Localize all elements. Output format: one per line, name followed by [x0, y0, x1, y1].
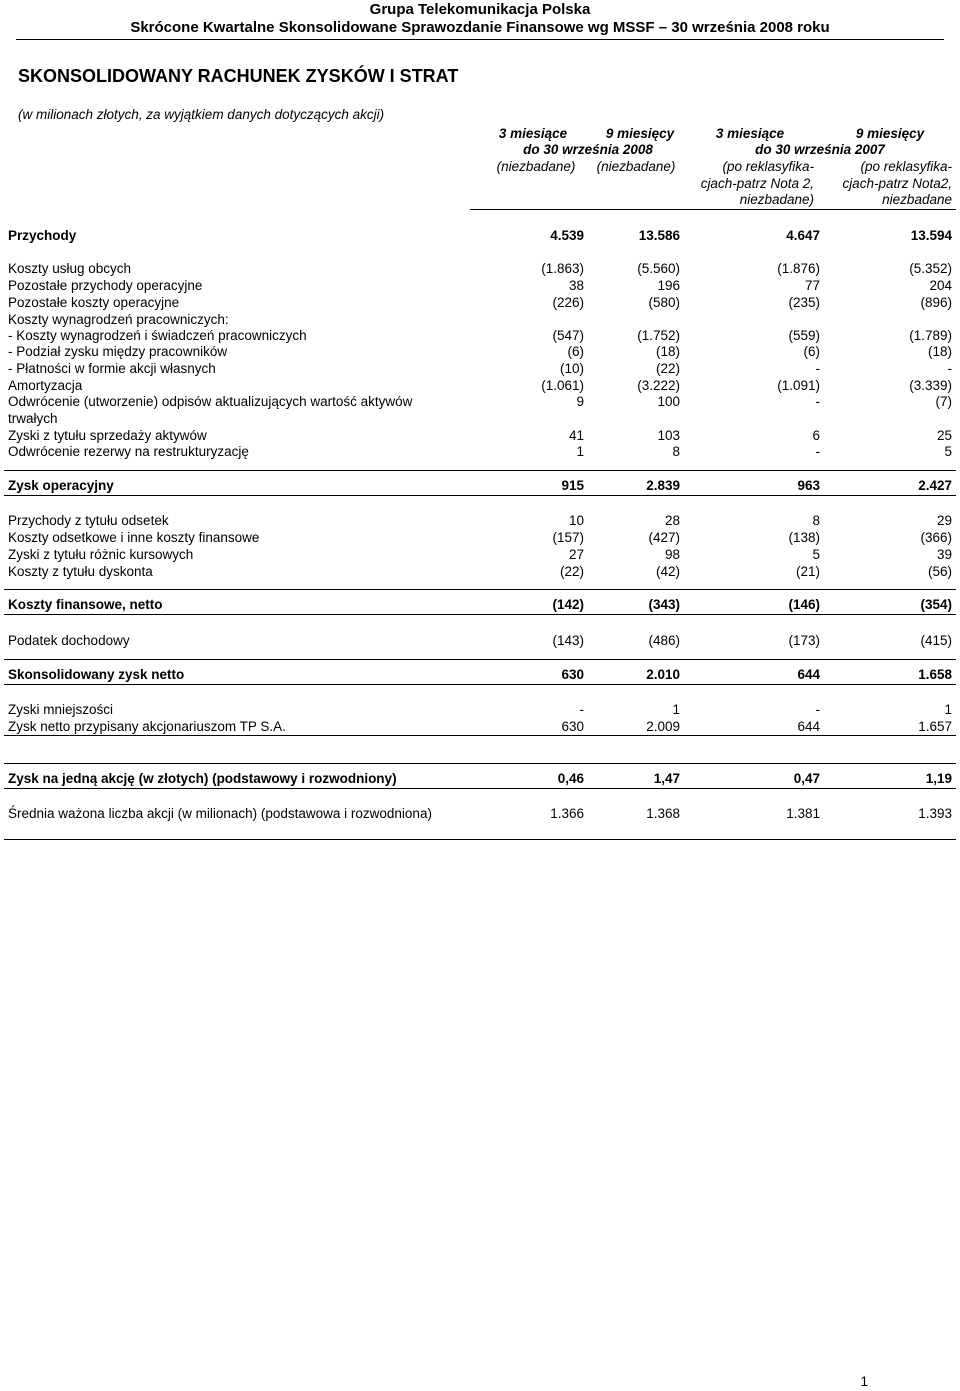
divider	[4, 735, 956, 736]
col2-period: 9 miesięcy	[605, 126, 675, 141]
table-row: Zysk operacyjny 915 2.839 963 2.427	[8, 478, 952, 493]
table-row: - Podział zysku między pracowników (6) (18) (6) (18)	[8, 344, 952, 359]
table-row: Zyski z tytułu różnic kursowych 27 98 5 39	[8, 547, 952, 562]
table-row: Pozostałe przychody operacyjne 38 196 77 204	[8, 278, 952, 293]
divider	[4, 788, 956, 789]
units-note: (w milionach złotych, za wyjątkiem danych dotyczących akcji)	[18, 107, 385, 122]
table-row: Odwrócenie (utworzenie) odpisów aktualizujących wartość aktywów 9 100 - (7)	[8, 394, 952, 409]
divider	[4, 763, 956, 764]
col2-status: (niezbadane)	[596, 159, 676, 174]
divider	[4, 495, 956, 496]
report-subtitle: Skrócone Kwartalne Skonsolidowane Sprawozdanie Finansowe wg MSSF – 30 września 2008 roku	[130, 19, 830, 36]
column-header-divider	[470, 209, 956, 210]
divider	[4, 659, 956, 660]
table-row: - Płatności w formie akcji własnych (10) (22) - -	[8, 361, 952, 376]
table-row: trwałych	[8, 411, 58, 426]
table-row: Średnia ważona liczba akcji (w milionach) (podstawowa i rozwodniona) 1.366 1.368 1.381 1.393	[8, 806, 952, 821]
col3-header	[690, 126, 810, 143]
group-2007-header	[700, 142, 940, 159]
divider	[4, 614, 956, 615]
group-2008-label: do 30 września 2008	[523, 142, 653, 157]
col3-status: (po reklasyfika- cjach-patrz Nota 2, niezbadane)	[700, 159, 814, 207]
table-row: - Koszty wynagrodzeń i świadczeń pracowniczych (547) (1.752) (559) (1.789)	[8, 328, 952, 343]
col1-status: (niezbadane)	[496, 159, 576, 174]
table-row: Przychody z tytułu odsetek 10 28 8 29	[8, 513, 952, 528]
col2-header	[580, 126, 700, 143]
table-row: Amortyzacja (1.061) (3.222) (1.091) (3.339)	[8, 378, 952, 393]
table-row: Podatek dochodowy (143) (486) (173) (415)	[8, 633, 952, 648]
col4-status: (po reklasyfika- cjach-patrz Nota2, niezbadane	[842, 159, 952, 207]
header-divider	[16, 39, 944, 40]
table-row: Koszty z tytułu dyskonta (22) (42) (21) (56)	[8, 564, 952, 579]
page-number: 1	[860, 1374, 868, 1389]
col1-header	[478, 126, 588, 143]
table-row: Koszty wynagrodzeń pracowniczych:	[8, 312, 229, 327]
col1-period: 3 miesiące	[498, 126, 568, 141]
divider	[4, 684, 956, 685]
divider	[4, 839, 956, 840]
col3-period: 3 miesiące	[715, 126, 785, 141]
table-row: Odwrócenie rezerwy na restrukturyzację 1 8 - 5	[8, 444, 952, 459]
table-row: Zyski mniejszości - 1 - 1	[8, 702, 952, 717]
col4-header	[830, 126, 950, 143]
group-2007-label: do 30 września 2007	[755, 142, 885, 157]
table-row: Zyski z tytułu sprzedaży aktywów 41 103 6 25	[8, 428, 952, 443]
col4-period: 9 miesięcy	[855, 126, 925, 141]
statement-title: SKONSOLIDOWANY RACHUNEK ZYSKÓW I STRAT	[18, 66, 459, 86]
table-row: Zysk netto przypisany akcjonariuszom TP S.A. 630 2.009 644 1.657	[8, 719, 952, 734]
table-row: Pozostałe koszty operacyjne (226) (580) (235) (896)	[8, 295, 952, 310]
group-2008-header	[478, 142, 698, 159]
divider	[4, 470, 956, 471]
company-name: Grupa Telekomunikacja Polska	[369, 1, 591, 18]
table-row: Koszty finansowe, netto (142) (343) (146) (354)	[8, 597, 952, 612]
table-row: Zysk na jedną akcję (w złotych) (podstawowy i rozwodniony) 0,46 1,47 0,47 1,19	[8, 771, 952, 786]
divider	[4, 589, 956, 590]
table-row: Przychody 4.539 13.586 4.647 13.594	[8, 228, 952, 243]
table-row: Koszty usług obcych (1.863) (5.560) (1.876) (5.352)	[8, 261, 952, 276]
table-row: Skonsolidowany zysk netto 630 2.010 644 1.658	[8, 667, 952, 682]
table-row: Koszty odsetkowe i inne koszty finansowe (157) (427) (138) (366)	[8, 530, 952, 545]
page-header	[0, 0, 960, 37]
